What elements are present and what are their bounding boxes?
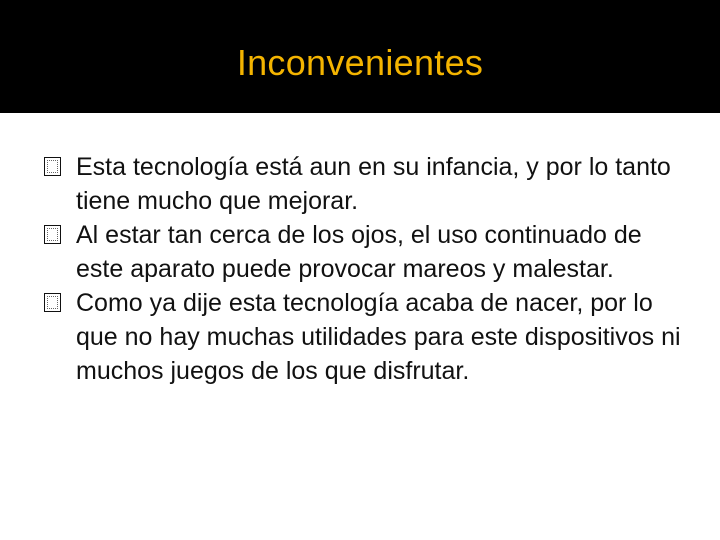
bullet-list — [40, 150, 690, 388]
list-item — [40, 286, 690, 388]
list-item — [40, 150, 690, 218]
list-item — [40, 218, 690, 286]
missing-glyph-box-icon — [44, 157, 61, 176]
missing-glyph-box-icon — [44, 225, 61, 244]
bullet-text: Esta tecnología está aun en su infancia, y por lo tanto tiene mucho que mejorar. — [76, 153, 671, 215]
missing-glyph-box-icon — [44, 293, 61, 312]
title-bar — [0, 0, 720, 113]
bullet-text: Como ya dije esta tecnología acaba de nacer, por lo que no hay muchas utilidades para este dispositivos ni muchos juegos de los que disfrutar. — [76, 289, 681, 385]
bullet-text: Al estar tan cerca de los ojos, el uso continuado de este aparato puede provocar mareos y malestar. — [76, 221, 642, 283]
slide-title: Inconvenientes — [236, 42, 484, 83]
